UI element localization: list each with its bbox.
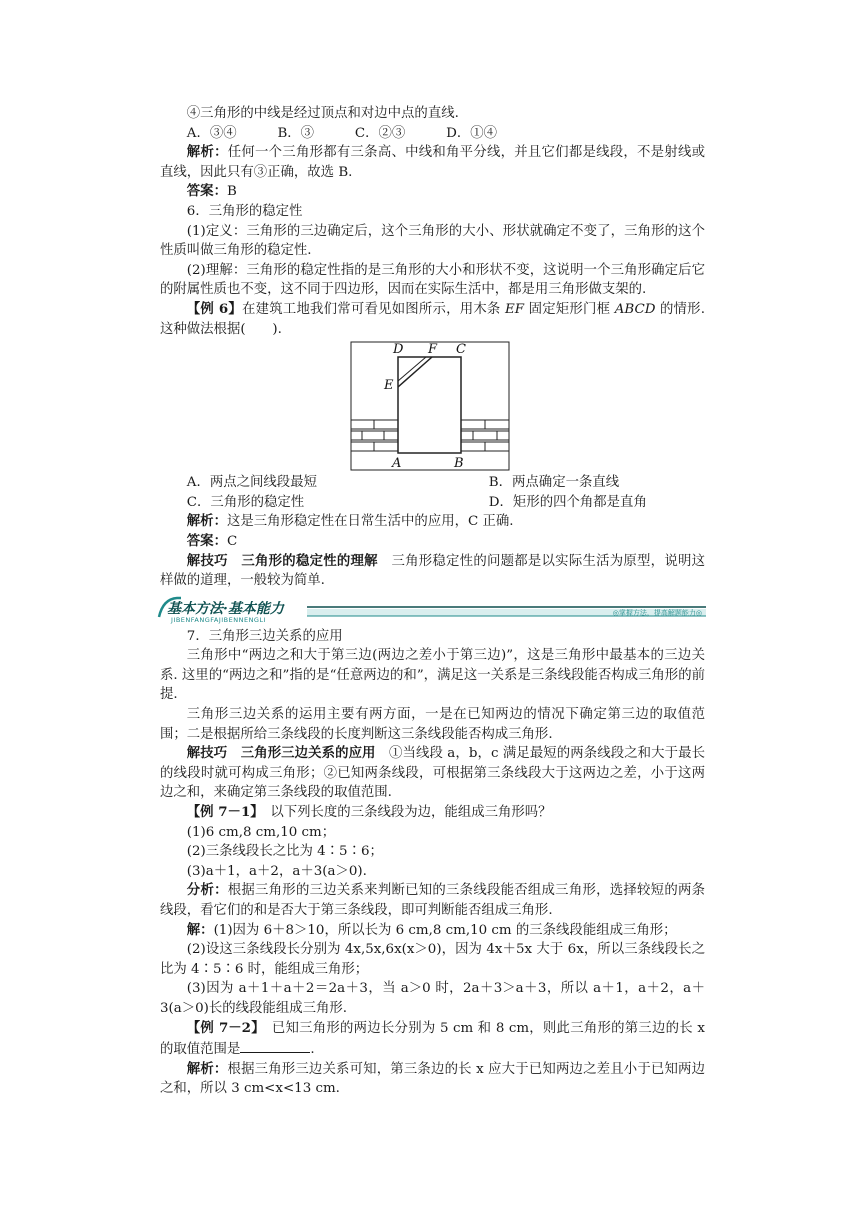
label-f: F <box>428 342 438 358</box>
example-7-1-item-3: (3)a＋1，a＋2，a＋3(a＞0). <box>186 863 367 879</box>
option-b: B．③ <box>277 125 315 141</box>
example-7-2-analysis <box>160 1060 705 1099</box>
example-7-1-item-1: (1)6 cm,8 cm,10 cm； <box>186 824 336 840</box>
example-7-2-label: 【例 7－2】 <box>186 1019 259 1036</box>
example-7-1-label: 【例 7－1】 <box>186 804 257 821</box>
tip-triangle-inequality <box>160 744 705 803</box>
banner-svg <box>157 595 708 625</box>
answer-1 <box>160 182 705 202</box>
example-6-answer <box>160 532 705 552</box>
section-7-para-2: 三角形三边关系的运用主要有两方面，一是在已知两边的情况下确定第三边的取值范围；二是根据所给三条线段的长度判断这三条线段能否构成三角形. <box>160 707 705 742</box>
solution-label: 解： <box>186 921 214 938</box>
tip-stability <box>160 552 705 591</box>
option-4-statement: ④三角形的中线是经过顶点和对边中点的直线. <box>186 106 459 121</box>
brace-ef-inner <box>398 357 426 381</box>
tip-label: 解技巧 三角形三边关系的应用 <box>186 745 376 762</box>
analysis-1 <box>160 143 705 182</box>
section-6-definition: (1)定义：三角形的三边确定后，这个三角形的大小、形状就确定不变了，三角形的这个性质叫做三角形的稳定性. <box>160 223 705 259</box>
example-6-label: 【例 6】 <box>186 300 243 317</box>
banner-pinyin: JIBENFANGFAJIBENNENGLI <box>171 615 267 624</box>
answer-text: C <box>226 533 238 549</box>
analysis-text: 任何一个三角形都有三条高、中线和角平分线，并且它们都是线段，不是射线或直线，因此只有③正确，故选 B. <box>160 145 706 180</box>
example-6-text-3: 的情形. 这种做法根据( ). <box>160 301 706 337</box>
tip-label: 解技巧 三角形的稳定性的理解 <box>186 552 378 569</box>
answer-blank[interactable] <box>240 1038 310 1053</box>
example-6-options <box>160 473 705 512</box>
section-7-para-1: 三角形中“两边之和大于第三边(两边之差小于第三边)”，这是三角形中最基本的三边关系. 这里的“两边之和”指的是“任意两边的和”，满足这一关系是三条线段能否构成三角形的前提. <box>160 648 705 703</box>
section-7-title: 7．三角形三边关系的应用 <box>186 628 343 644</box>
brace-ef <box>398 357 432 387</box>
example-7-1-item-2: (2)三条线段长之比为 4∶5∶6； <box>186 844 383 860</box>
example-7-1-analysis <box>160 881 705 920</box>
example-6-question <box>160 300 705 339</box>
label-e: E <box>384 378 394 394</box>
brick-wall-left <box>351 420 398 451</box>
analysis-label: 解析： <box>186 1060 228 1077</box>
choice-options <box>160 124 705 144</box>
example-7-1-solution-1 <box>160 921 705 941</box>
example-7-1-question <box>160 803 705 823</box>
answer-label: 答案： <box>186 183 227 200</box>
example-7-1-solution-2: (2)设这三条线段长分别为 4x,5x,6x(x＞0)，因为 4x＋5x 大于 6x，所以三条线段长之比为 4∶5∶6 时，能组成三角形； <box>160 942 705 977</box>
example-6-text-1: 在建筑工地我们常可看见如图所示，用木条 <box>242 301 501 317</box>
example-7-2-text: 已知三角形的两边长分别为 5 cm 和 8 cm，则此三角形的第三边的长 x 的取值范围是 <box>160 1020 705 1058</box>
analysis-text: 根据三角形的三边关系来判断已知的三条线段能否组成三角形，选择较短的两条线段，看它们的和是否大于第三条线段，即可判断能否组成三角形. <box>160 883 706 918</box>
door-frame-figure <box>160 341 705 471</box>
door-frame-abcd <box>398 357 461 453</box>
answer-text: B <box>226 184 237 200</box>
tip-text: ①当线段 a，b，c 满足最短的两条线段之和大于最长的线段时就可构成三角形；②已知两条线段，可根据第三条线段大于这两边之差，小于这两边之和，来确定第三条线段的取值范围. <box>160 746 705 801</box>
document-page <box>160 104 705 1099</box>
label-b: B <box>454 456 464 472</box>
analysis-label: 解析： <box>186 513 227 530</box>
section-6-title: 6．三角形的稳定性 <box>186 203 303 219</box>
analysis-text: 这是三角形稳定性在日常生活中的应用，C 正确. <box>226 514 514 530</box>
example-6-analysis <box>160 512 705 532</box>
label-a: A <box>392 456 402 472</box>
example-6-option-a: A．两点之间线段最短 <box>186 475 317 491</box>
tip-text: 三角形稳定性的问题都是以实际生活为原型，说明这样做的道理，一般较为简单. <box>160 553 706 589</box>
solution-text: (1)因为 6＋8＞10，所以长为 6 cm,8 cm,10 cm 的三条线段能组成三角形； <box>213 922 677 938</box>
section-6-understanding: (2)理解：三角形的稳定性指的是三角形的大小和形状不变，这说明一个三角形确定后它的附属性质也不变，这不同于四边形，因而在实际生活中，都是用三角形做支架的. <box>160 262 705 298</box>
analysis-label: 分析： <box>186 882 228 899</box>
example-6-option-b: B．两点确定一条直线 <box>488 475 620 491</box>
example-6-option-c: C．三角形的稳定性 <box>186 494 305 510</box>
analysis-text: 根据三角形三边关系可知，第三条边的长 x 应大于已知两边之差且小于已知两边之和，所以 3 cm<x<13 cm. <box>160 1061 706 1097</box>
option-d: D．①④ <box>446 125 497 141</box>
example-7-1-solution-3: (3)因为 a＋1＋a＋2＝2a＋3，当 a＞0 时，2a＋3＞a＋3，所以 a＋1，a＋2，a＋3(a＞0)长的线段能组成三角形. <box>160 981 705 1016</box>
rect-abcd: ABCD <box>614 301 656 317</box>
example-6-option-d: D．矩形的四个角都是直角 <box>488 494 647 510</box>
example-6-text-2: 固定矩形门框 <box>528 301 611 317</box>
door-frame-svg <box>350 341 510 471</box>
section-banner <box>160 595 705 625</box>
banner-slogan: ◎掌握方法，提高解题能力◎ <box>612 608 702 617</box>
segment-ef: EF <box>505 301 525 317</box>
brick-wall-right <box>461 420 509 451</box>
label-d: D <box>393 342 404 358</box>
example-7-2-question <box>160 1019 705 1060</box>
option-a: A．③④ <box>186 125 237 141</box>
banner-title: 基本方法·基本能力 <box>167 600 284 617</box>
label-c: C <box>456 342 466 358</box>
option-c: C．②③ <box>354 125 406 141</box>
example-7-2-end: . <box>310 1042 315 1058</box>
analysis-label: 解析： <box>186 144 228 161</box>
answer-label: 答案： <box>186 532 227 549</box>
example-7-1-text: 以下列长度的三条线段为边，能组成三角形吗？ <box>256 805 552 821</box>
